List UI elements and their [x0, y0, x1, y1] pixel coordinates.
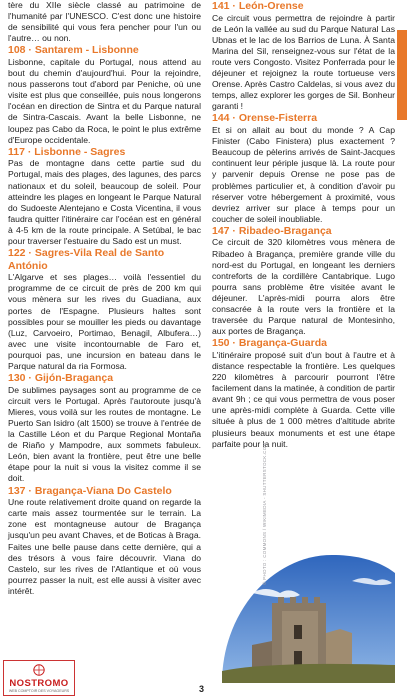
section-text: Ce circuit vous permettra de rejoindre à partir de León la vallée au sud du Parque Natural Las Ubnas et le lac de los Barrios de Luna. À Santa Marina del Sil, renseignez-vous sur l'état de la route vers Congosto. Visitez Ponferrada pour le déjeuner et rejoignez la route tortueuse vers Orense. Après Castro Caldelas, si vous avez du temps, allez explorer les gorges de Sil. Bonheur garanti ! [212, 12, 395, 112]
intro-text: tère du XIIe siècle classé au patrimoine de l'humanité par l'UNESCO. C'est donc une histoire de sensibilité qui vous fera pencher pour l'un ou l'autre… ou non. [8, 0, 201, 44]
globe-icon [30, 664, 48, 676]
section-144 [212, 112, 395, 224]
section-text: Lisbonne, capitale du Portugal, nous attend au bout du chemin d'aujourd'hui. Pour la rejoindre, nous passerons tout d'abord par Peniche, où une visite est plus que conseillée, puis nous longerons l'océan en direction de Sintra et du Parque natural de Sintra-Cascais. Avant la belle Lisbonne, ne loupez pas Cabo da Roca, le point le plus extrême d'Europe occidentale. [8, 56, 201, 145]
right-column [212, 0, 395, 450]
section-text: Une route relativement droite quand on regarde la carte mais assez tourmentée sur le terrain. La zone est montagneuse autour de Bragança jusqu'un peu avant Chaves, et de Boticas à Braga. Faites une belle pause dans cette dernière, qui a des trésors à vous faire découvrir. Viana do Castelo, sur les rives de l'Atlantique et où vous pourrez passer la nuit, est elle aussi à visiter avec intérêt. [8, 497, 201, 596]
section-150 [212, 337, 395, 449]
section-141 [212, 0, 395, 112]
section-137 [8, 485, 201, 597]
section-108 [8, 44, 201, 145]
section-147 [212, 225, 395, 337]
logo-name: NOSTROMO [9, 678, 69, 689]
castle-photo [212, 533, 395, 683]
section-title: 108 · Santarem - Lisbonne [8, 44, 139, 57]
section-text: Ce circuit de 320 kilomètres vous mènera de Ribadeo à Bragança, première grande ville du nord-est du Portugal, en longeant les derniers contreforts de la cordillère Cantabrique. Lugo pourra sans problème être visitée avant le déjeuner. L'après-midi pourra alors être consacrée à la route vers la frontière et la traversée du Parque natural de Montesinho, aux portes de Bragança. [212, 237, 395, 337]
section-text: L'itinéraire proposé suit d'un bout à l'autre et à distance respectable la frontière. Les quelques 220 kilomètres à parcourir pourront l'être facilement dans la matinée, à condition de partir avant 9h ; ce qui vous permettra de vous poser une après-midi complète à Guarda. Cette ville située à plus de 1 000 mètres d'altitude abrite plusieurs beaux monuments et est une étape parfaite pour la nuit. [212, 349, 395, 449]
edge-tab [397, 30, 407, 120]
logo-tagline: WEB COMPTOIR DES VOYAGEURS [8, 689, 70, 693]
section-122 [8, 247, 201, 372]
photo-credit: © PHOTO : COMMONS / WIKIMEDIA - SHUTTERSTOCK.COM [262, 442, 267, 585]
section-title: 144 · Orense-Fisterra [212, 112, 318, 125]
section-title: 130 · Gijón-Bragança [8, 372, 114, 385]
section-title: 137 · Bragança-Viana Do Castelo [8, 484, 172, 497]
section-title: 150 · Bragança-Guarda [212, 337, 327, 350]
section-text: Et si on allait au bout du monde ? A Cap Finister (Cabo Finistera) plus exactement ? Beaucoup de pèlerins arrivés de Saint-Jacques continuent leur périple jusque là. La route pour y parvenir depuis Orense ne pose pas de problèmes particulier et, à condition d'avoir pu réserver votre hébergement à proximité, vous devriez arriver sur place à temps pour un coucher de soleil inoubliable. [212, 125, 395, 224]
section-title: 122 · Sagres-Vila Real de Santo António [8, 247, 165, 272]
castle-illustration [212, 533, 395, 683]
section-title: 117 · Lisbonne - Sagres [8, 145, 126, 158]
section-title: 147 · Ribadeo-Bragança [212, 224, 332, 237]
section-text: De sublimes paysages sont au programme de ce circuit vers le Portugal. Après l'autoroute jusqu'à Mieres, vous voilà sur les routes de montagne. Le Puerto San Isidro (alt 1500) se trouve à l'entrée de la Castille Léon et du Parque Regional Montaña de Riaño y Mampodre, aux sommets fabuleux. León, bien avant la frontière, peut être une belle étape pour la nuit si vous la visitez comme il se doit. [8, 384, 201, 484]
section-117 [8, 146, 201, 247]
nostromo-logo [3, 660, 75, 696]
left-column [8, 0, 201, 597]
page-number: 3 [199, 684, 205, 694]
section-text: L'Algarve et ses plages… voilà l'essentiel du programme de ce circuit de près de 200 km qui vous mènera sur les rives du Guadiana, aux portes de l'Espagne. Plusieurs haltes sont possibles pour se mouiller les pieds ou davantage (Luz, Carvoeiro, Portimao, Benagil, Albufera…) avec une visite incontournable de Faro et, pourquoi pas, une incursion en bateau dans le Parque natural da ria Formosa. [8, 272, 201, 371]
section-title: 141 · León-Orense [212, 0, 304, 12]
section-130 [8, 372, 201, 484]
section-text: Pas de montagne dans cette partie sud du Portugal, mais des plages, des lagunes, des parcs nationaux et du soleil, beaucoup de soleil. Pour atteindre les plages en longeant le Parque Natural do Sudoeste Alentejano e Costa Vicentina, il vous faudra quitter l'itinéraire car l'océan est en général à 4-5 km de la route principale. A Setúbal, le bac pour traverser l'estuaire du Sado est un must. [8, 158, 201, 246]
